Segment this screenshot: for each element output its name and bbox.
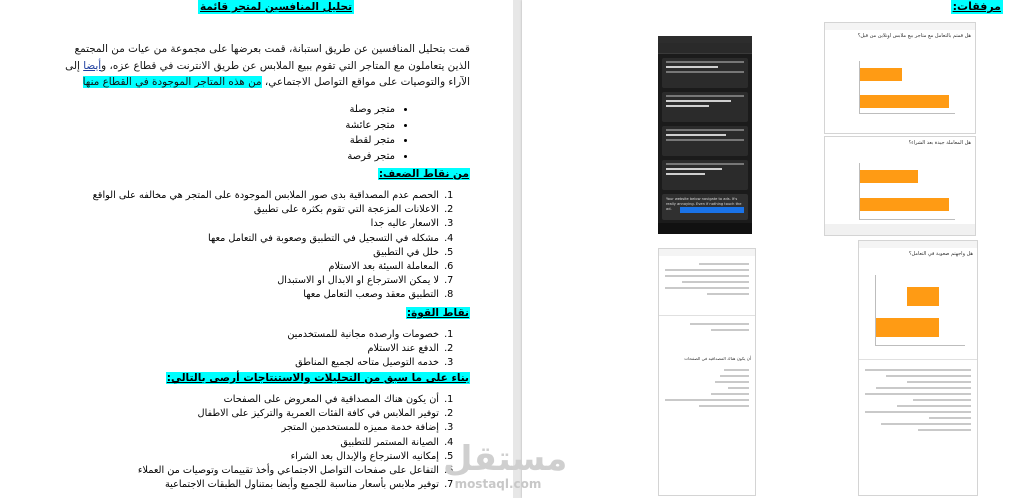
list-item: 6. المعاملة السيئة بعد الاستلام	[93, 260, 441, 274]
strengths-list	[287, 328, 459, 371]
list-item: • متجر لقطة	[345, 133, 395, 149]
list-item: 3. إضافة خدمة مميزه للمستخدمين المتجر	[138, 421, 441, 435]
comment-card	[662, 126, 748, 156]
list-item: 2. الاعلانات المزعجة التي تقوم بكثرة على تطبيق	[93, 203, 441, 217]
chart-question: هل قمتم بالتعامل مع متاجر بيع ملابس اونلاين من قبل؟	[857, 33, 971, 39]
answers-heading: أن يكون هناك المصداقية في الصفحات	[684, 356, 751, 361]
conclusions-heading: بناء على ما سبق من التحليلات والاستنتاجات أرصى بالتالي:	[166, 372, 469, 384]
list-item: • متجر فرصة	[345, 149, 395, 165]
list-item: 1. الحصم عدم المصداقية بدى صور الملابس الموجودة على المتجر هي مخالفه على الواقع	[93, 189, 441, 203]
chart-bar	[876, 318, 939, 337]
list-item: 5. خلل في التطبيق	[93, 246, 441, 260]
chart-bar	[860, 170, 918, 183]
list-item: 1. خصومات وارصده مجانية للمستخدمين	[287, 328, 441, 342]
chart-question: هل واجهتم صعوبة في التعامل؟	[908, 251, 973, 257]
chart-screenshot-3	[858, 240, 978, 496]
page-title: تحليل المنافسين لمتجر قائمة	[200, 1, 353, 13]
intro-text-2: إلى الآراء والتوصيات على مواقع التواصل الاجتماعي،	[65, 59, 470, 88]
comment-card	[662, 58, 748, 88]
chart-question: هل المعاملة جيدة بعد الشراء؟	[908, 140, 971, 146]
list-item: 3. خدمه التوصيل متاحه لجميع المناطق	[287, 356, 441, 370]
weaknesses-heading: من نقاط الضعف:	[378, 168, 469, 180]
list-item: 8. التطبيق معقد وصعب التعامل معها	[93, 288, 441, 302]
comment-card	[662, 92, 748, 122]
intro-highlight: من هذه المتاجر الموجودة في القطاع منها	[82, 76, 262, 88]
weaknesses-list	[93, 189, 459, 303]
comment-card	[662, 160, 748, 190]
screenshot-answers	[658, 248, 756, 496]
stores-list	[345, 102, 411, 164]
list-item: • متجر عائشة	[345, 118, 395, 134]
intro-text-1: قمت بتحليل المنافسين عن طريق استبانة، قمت بعرضها على مجموعة من عيات من المجتمع الذين يتعاملون مع المتاجر التي تقوم ببيع الملابس عن طريق الانترنت في قطاع عزه، و	[74, 43, 470, 72]
attachments-heading: مرفقات:	[952, 0, 1001, 13]
chart-bar	[907, 287, 939, 306]
chart-screenshot-2	[824, 136, 976, 236]
list-item: 2. توفير الملابس في كافة الفئات العمرية والتركيز على الاطفال	[138, 407, 441, 421]
watermark-arabic: مستقل	[443, 439, 568, 479]
chart-bar	[860, 95, 949, 108]
list-item: • متجر وصلة	[345, 102, 395, 118]
list-item: 2. الدفع عند الاستلام	[287, 342, 441, 356]
document-page-right	[522, 0, 1017, 498]
list-item: 1. أن يكون هناك المصداقية في المعروض على الصفحات	[138, 393, 441, 407]
ad-banner	[680, 207, 744, 213]
list-item: 6. التفاعل على صفحات التواصل الاجتماعي وأخذ تقييمات وتوصيات من العملاء	[138, 464, 441, 478]
list-item: 4. الصيانة المستمر للتطبيق	[138, 436, 441, 450]
conclusions-list	[138, 393, 459, 492]
intro-paragraph	[50, 41, 470, 91]
page-gap	[513, 0, 522, 498]
list-item: 7. توفير ملابس بأسعار مناسبة للجميع وأيضا بمتناول الطبقات الاجتماعية	[138, 478, 441, 492]
list-item: 4. مشكله في التسجيل في التطبيق وصعوبة في التعامل معها	[93, 232, 441, 246]
list-item: 3. الاسعار عاليه جدا	[93, 217, 441, 231]
intro-link[interactable]: أيضا	[83, 59, 102, 72]
screenshot-comments	[658, 36, 752, 234]
list-item: 5. إمكانيه الاسترجاع والإبدال بعد الشراء	[138, 450, 441, 464]
strengths-heading: نقاط القوة:	[406, 307, 469, 319]
mostaql-watermark-logo	[443, 439, 568, 491]
list-item: 7. لا يمكن الاسترجاع او الابدال او الاستبدال	[93, 274, 441, 288]
comment-card: Your website below navigate to ads. It's really annoying. Even if nothing touch the ad.	[662, 194, 748, 220]
chart-bar	[860, 198, 949, 211]
chart-screenshot-1	[824, 22, 976, 134]
watermark-latin: mostaql.com	[454, 477, 542, 491]
chart-bar	[860, 68, 902, 81]
